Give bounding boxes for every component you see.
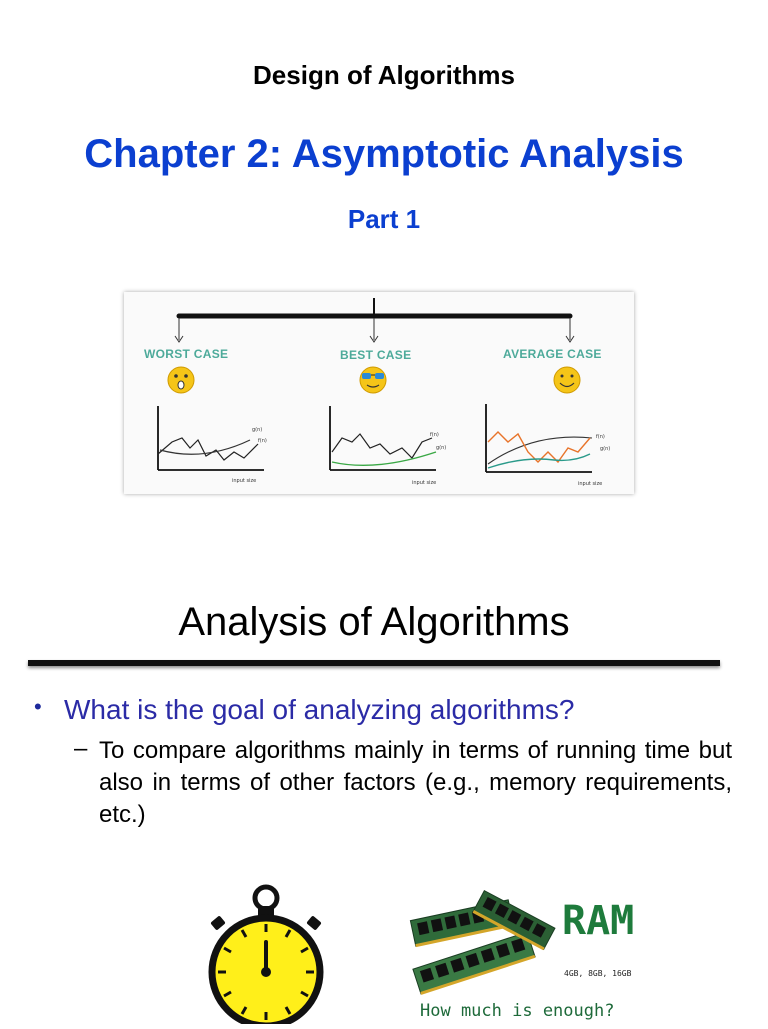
cases-diagram xyxy=(124,292,634,494)
axis-label: input size xyxy=(232,478,257,484)
dash-icon: – xyxy=(74,735,88,762)
bullet-question: What is the goal of analyzing algorithms? xyxy=(64,694,575,725)
ram-image xyxy=(404,880,654,1024)
average-case-graph xyxy=(486,404,610,487)
svg-text:f(n): f(n) xyxy=(596,434,605,440)
sub-bullet-text: To compare algorithms mainly in terms of running time but also in terms of other factors (e.g., memory requirements, etc.) xyxy=(99,737,732,828)
ram-question: How much is enough? xyxy=(420,1001,615,1021)
cases-figure xyxy=(124,292,634,494)
ram-title: RAM xyxy=(562,898,635,944)
axis-label: input size xyxy=(578,481,603,487)
section-divider xyxy=(28,660,720,666)
smiley-face-icon xyxy=(554,367,580,393)
surprised-face-icon xyxy=(168,367,194,393)
stopwatch-icon xyxy=(206,884,326,1024)
case-label-worst: WORST CASE xyxy=(144,347,229,361)
svg-text:g(n): g(n) xyxy=(600,446,611,452)
section-title: Analysis of Algorithms xyxy=(178,600,570,644)
course-title: Design of Algorithms xyxy=(253,60,515,90)
worst-case-graph xyxy=(158,406,267,484)
svg-text:g(n): g(n) xyxy=(252,427,263,433)
ram-sizes: 4GB, 8GB, 16GB xyxy=(564,969,632,978)
svg-text:g(n): g(n) xyxy=(436,445,447,451)
bullet-icon: • xyxy=(34,694,42,719)
axis-label: input size xyxy=(412,480,437,486)
case-label-best: BEST CASE xyxy=(340,348,412,362)
chapter-title: Chapter 2: Asymptotic Analysis xyxy=(84,132,684,176)
svg-text:f(n): f(n) xyxy=(258,438,267,444)
case-label-average: AVERAGE CASE xyxy=(503,347,602,361)
part-label: Part 1 xyxy=(347,204,421,234)
best-case-graph xyxy=(330,406,446,486)
sunglasses-face-icon xyxy=(360,367,386,393)
svg-text:f(n): f(n) xyxy=(430,432,439,438)
